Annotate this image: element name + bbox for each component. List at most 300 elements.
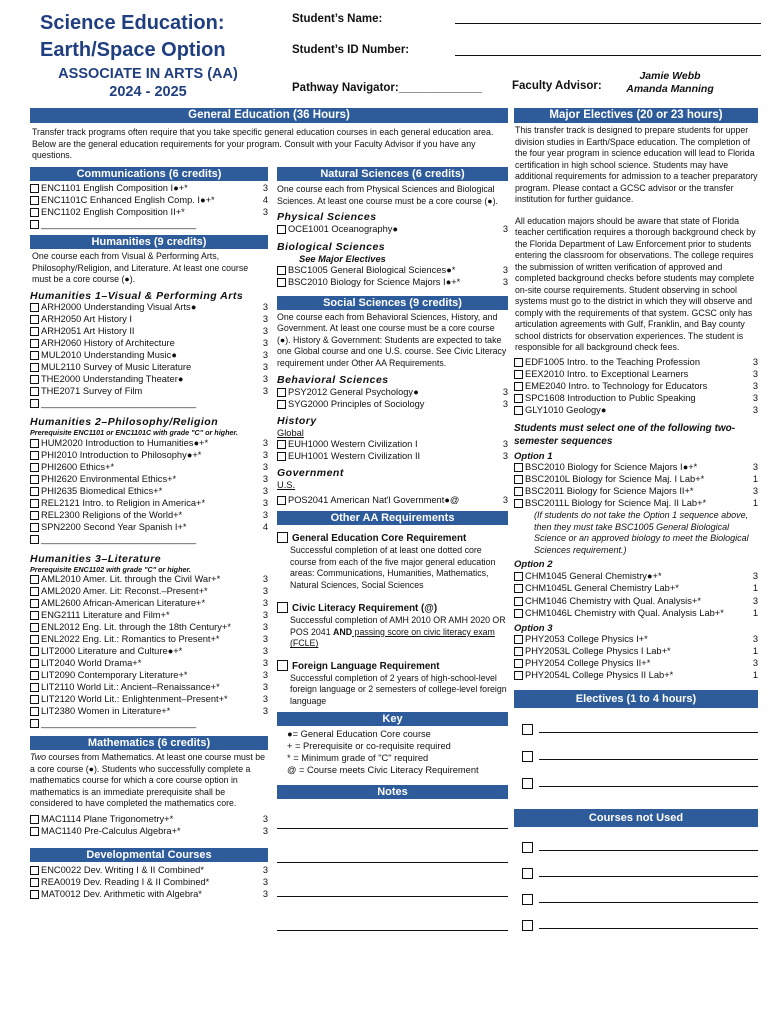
pathway-navigator[interactable]: Pathway Navigator:_____________ xyxy=(292,82,482,94)
course-name: ENL2012 Eng. Lit. through the 18th Century+* xyxy=(41,622,231,633)
course-name: ______________________________ xyxy=(41,533,197,544)
course-name: GLY1010 Geology● xyxy=(525,404,607,415)
course-name: EEX2010 Intro. to Exceptional Learners xyxy=(525,368,689,379)
core-req-checkbox[interactable] xyxy=(277,532,288,543)
course-credits: 3 xyxy=(262,634,268,645)
course-row[interactable] xyxy=(514,498,758,510)
course-row[interactable] xyxy=(30,326,268,338)
course-credits: 3 xyxy=(262,449,268,460)
notes-line[interactable] xyxy=(277,799,508,829)
course-row[interactable] xyxy=(30,362,268,374)
course-name: BSC1005 General Biological Sciences●* xyxy=(288,264,456,275)
advisor-name-2: Amanda Manning xyxy=(626,83,714,95)
course-name: PHY2054L College Physics II Lab+* xyxy=(525,670,674,681)
course-credits: 3 xyxy=(262,207,268,217)
civic-req-checkbox[interactable] xyxy=(277,602,288,613)
course-checkbox[interactable] xyxy=(30,208,39,217)
course-row[interactable] xyxy=(30,670,268,682)
course-checkbox[interactable] xyxy=(30,671,39,680)
hum-lit-list xyxy=(30,574,268,730)
blank-line[interactable] xyxy=(539,876,758,877)
course-row[interactable] xyxy=(514,658,758,670)
course-checkbox[interactable] xyxy=(30,523,39,532)
course-checkbox[interactable] xyxy=(514,358,523,367)
course-checkbox[interactable] xyxy=(30,351,39,360)
course-row[interactable] xyxy=(514,462,758,474)
student-name-label: Student’s Name: xyxy=(292,13,383,25)
course-name: ENC1101 English Composition I●+* xyxy=(41,183,188,193)
course-credits: 3 xyxy=(262,338,268,349)
course-row[interactable] xyxy=(30,682,268,694)
course-row[interactable] xyxy=(30,486,268,498)
major-intro: This transfer track is designed to prepare students for upper division studies in Earth/Space education. The completion of the four year program in science education will lead to Florida certification in high school science. Students may have additional requirements for admission to a teacher preparatory program. Please contact a GCSC advisor or the transfer institution for further guidance. xyxy=(515,125,758,204)
course-checkbox[interactable] xyxy=(30,535,39,544)
government-us-label: U.S. xyxy=(277,480,296,491)
lang-req-title-row xyxy=(277,660,508,673)
course-checkbox[interactable] xyxy=(30,611,39,620)
blank-course-row[interactable] xyxy=(514,827,758,853)
blank-checkbox[interactable] xyxy=(522,842,533,853)
course-credits: 1 xyxy=(752,474,758,485)
course-credits: 3 xyxy=(262,326,268,337)
option-1-note: (If students do not take the Option 1 sequence above, then they must take BSC1005 General Biological Science or an approved biology to meet the Biological Sciences requirement.) xyxy=(534,510,749,555)
notes-header: Notes xyxy=(277,785,508,799)
course-row[interactable] xyxy=(30,586,268,598)
option-2-list xyxy=(514,571,758,621)
course-row[interactable] xyxy=(514,571,758,584)
course-checkbox[interactable] xyxy=(514,382,523,391)
course-row[interactable] xyxy=(30,438,268,450)
course-checkbox[interactable] xyxy=(514,659,523,668)
course-row[interactable] xyxy=(514,596,758,609)
course-credits: 3 xyxy=(262,610,268,621)
course-checkbox[interactable] xyxy=(30,375,39,384)
course-row[interactable] xyxy=(30,718,268,730)
major-background-check: All education majors should be aware that state of Florida teacher certification requires a thorough background check by the Florida Department of Law Enforcement prior to students entering the classroom for observations. The college requires the submission of written verification of approved and completed background checks before students may complete on-site course requirements. Student observing in school systems must go to the district in which they will observe and comply with the requirements of that system. GCSC only has articulation agreements with Gulf, Franklin, and Bay county school districts for observation experiences. The student is responsible for all background check fees. xyxy=(515,215,756,352)
key-header: Key xyxy=(277,712,508,726)
course-row[interactable] xyxy=(30,826,268,838)
course-name: BSC2011 Biology for Science Majors II+* xyxy=(525,486,694,497)
course-credits: 3 xyxy=(262,362,268,373)
course-credits: 3 xyxy=(752,462,758,473)
course-name: HUM2020 Introduction to Humanities●+* xyxy=(41,437,209,448)
not-used-header: Courses not Used xyxy=(514,809,758,827)
course-row[interactable] xyxy=(277,451,508,463)
course-checkbox[interactable] xyxy=(514,487,523,496)
course-checkbox[interactable] xyxy=(514,572,523,581)
course-name: LIT2380 Women in Literature+* xyxy=(41,706,171,717)
blank-line[interactable] xyxy=(539,786,758,787)
course-credits: 3 xyxy=(262,706,268,717)
course-credits: 3 xyxy=(262,374,268,385)
course-name: CHM1045L General Chemistry Lab+* xyxy=(525,583,679,594)
course-credits: 3 xyxy=(262,509,268,520)
lang-req-text: Successful completion of 2 years of high-school-level foreign language or 2 semesters of college-level foreign language xyxy=(290,672,507,706)
blank-checkbox[interactable] xyxy=(522,751,533,762)
course-row[interactable] xyxy=(30,462,268,474)
course-checkbox[interactable] xyxy=(514,635,523,644)
course-checkbox[interactable] xyxy=(277,266,286,275)
course-row[interactable] xyxy=(30,386,268,398)
course-row[interactable] xyxy=(30,877,268,889)
history-heading: History xyxy=(277,415,317,428)
left-column xyxy=(30,167,268,901)
course-name: ______________________________ xyxy=(41,398,197,409)
hum-phil-list xyxy=(30,438,268,546)
course-credits: 3 xyxy=(262,437,268,448)
course-row[interactable] xyxy=(30,450,268,462)
humanities-header: Humanities (9 credits) xyxy=(30,235,268,249)
course-checkbox[interactable] xyxy=(514,647,523,656)
blank-checkbox[interactable] xyxy=(522,920,533,931)
course-row[interactable] xyxy=(30,498,268,510)
course-name: MAC1140 Pre-Calculus Algebra+* xyxy=(41,825,181,836)
electives-list xyxy=(514,708,758,789)
physical-sciences-list xyxy=(277,224,508,236)
course-checkbox[interactable] xyxy=(514,406,523,415)
math-intro-italic: Two xyxy=(30,752,46,763)
course-row[interactable] xyxy=(514,670,758,682)
course-credits: 3 xyxy=(752,404,758,415)
course-row[interactable] xyxy=(30,302,268,314)
course-name: LIT2110 World Lit.: Ancient–Renaissance+* xyxy=(41,682,220,693)
course-row[interactable] xyxy=(514,474,758,486)
blank-checkbox[interactable] xyxy=(522,894,533,905)
course-name: REL2300 Religions of the World+* xyxy=(41,509,183,520)
course-name: ENL2022 Eng. Lit.: Romantics to Present+* xyxy=(41,634,220,645)
course-row[interactable] xyxy=(514,608,758,621)
blank-line[interactable] xyxy=(539,928,758,929)
notes-line[interactable] xyxy=(277,863,508,897)
course-checkbox[interactable] xyxy=(30,463,39,472)
course-checkbox[interactable] xyxy=(30,439,39,448)
course-credits: 3 xyxy=(752,570,758,581)
course-row[interactable] xyxy=(30,814,268,826)
course-checkbox[interactable] xyxy=(30,695,39,704)
course-row[interactable] xyxy=(30,598,268,610)
course-row[interactable] xyxy=(30,183,268,195)
course-credits: 1 xyxy=(752,498,758,509)
course-credits: 3 xyxy=(262,670,268,681)
course-credits: 3 xyxy=(502,264,508,275)
course-row[interactable] xyxy=(30,522,268,534)
program-title-line1: Science Education: xyxy=(40,12,225,34)
course-checkbox[interactable] xyxy=(514,394,523,403)
course-row[interactable] xyxy=(30,634,268,646)
course-row[interactable] xyxy=(514,583,758,596)
course-checkbox[interactable] xyxy=(514,463,523,472)
physical-sciences-heading: Physical Sciences xyxy=(277,211,377,223)
course-row[interactable] xyxy=(514,357,758,369)
course-checkbox[interactable] xyxy=(30,647,39,656)
course-checkbox[interactable] xyxy=(30,487,39,496)
middle-column xyxy=(277,167,508,931)
hum-lit-heading: Humanities 3–Literature xyxy=(30,552,162,565)
course-row[interactable] xyxy=(30,219,268,231)
major-electives-header: Major Electives (20 or 23 hours) xyxy=(514,108,758,123)
course-credits: 3 xyxy=(262,183,268,193)
course-credits: 3 xyxy=(502,495,508,506)
faculty-advisor-label: Faculty Advisor: xyxy=(512,80,602,92)
student-id-field[interactable] xyxy=(455,40,761,56)
course-checkbox[interactable] xyxy=(30,659,39,668)
course-row[interactable] xyxy=(277,224,508,236)
course-row[interactable] xyxy=(30,195,268,207)
other-requirements-header: Other AA Requirements xyxy=(277,511,508,525)
course-checkbox[interactable] xyxy=(30,890,39,899)
course-checkbox[interactable] xyxy=(30,303,39,312)
course-credits: 3 xyxy=(502,451,508,462)
electives-header: Electives (1 to 4 hours) xyxy=(514,690,758,708)
course-name: BSC2011L Biology for Science Maj. II Lab+* xyxy=(525,498,707,509)
course-credits: 3 xyxy=(262,314,268,325)
course-checkbox[interactable] xyxy=(30,475,39,484)
course-name: PHI2010 Introduction to Philosophy●+* xyxy=(41,449,202,460)
course-name: ______________________________ xyxy=(41,718,197,729)
history-list xyxy=(277,439,508,463)
course-row[interactable] xyxy=(277,277,508,289)
notes-line[interactable] xyxy=(277,897,508,931)
course-name: MAT0012 Dev. Arithmetic with Algebra* xyxy=(41,888,202,899)
course-checkbox[interactable] xyxy=(30,599,39,608)
course-name: MAC1114 Plane Trigonometry+* xyxy=(41,813,174,824)
blank-line[interactable] xyxy=(539,732,758,733)
course-credits: 3 xyxy=(752,392,758,403)
course-name: ENC1102 English Composition II+* xyxy=(41,207,185,217)
humanities-intro: One course each from Visual & Performing Arts, Philosophy/Religion, and Literature. At least one course must be a core course (●). xyxy=(32,251,249,284)
course-name: PSY2012 General Psychology● xyxy=(288,387,419,398)
course-credits: 3 xyxy=(752,634,758,645)
course-credits: 3 xyxy=(262,386,268,397)
course-name: EDF1005 Intro. to the Teaching Profession xyxy=(525,356,701,367)
blank-course-row[interactable] xyxy=(514,708,758,735)
core-req-title: General Education Core Requirement xyxy=(292,533,467,545)
advisor-names xyxy=(622,70,718,96)
course-row[interactable] xyxy=(30,207,268,219)
course-row[interactable] xyxy=(30,374,268,386)
course-credits: 3 xyxy=(752,356,758,367)
course-name: POS2041 American Nat'l Government●@ xyxy=(288,495,460,506)
developmental-list xyxy=(30,865,268,901)
course-row[interactable] xyxy=(30,646,268,658)
course-row[interactable] xyxy=(30,622,268,634)
course-credits: 1 xyxy=(752,670,758,681)
course-row[interactable] xyxy=(30,658,268,670)
notes-area[interactable] xyxy=(277,799,508,931)
course-checkbox[interactable] xyxy=(30,387,39,396)
blank-course-row[interactable] xyxy=(514,853,758,879)
course-row[interactable] xyxy=(30,474,268,486)
civic-req-text-1: Successful completion of AMH 2010 OR AMH 2020 OR POS 2041 xyxy=(290,615,506,637)
blank-checkbox[interactable] xyxy=(522,778,533,789)
course-credits: 3 xyxy=(262,622,268,633)
course-checkbox[interactable] xyxy=(30,451,39,460)
natural-sciences-header: Natural Sciences (6 credits) xyxy=(277,167,508,181)
course-name: PHI2635 Biomedical Ethics+* xyxy=(41,485,163,496)
course-row[interactable] xyxy=(30,610,268,622)
course-row[interactable] xyxy=(514,369,758,381)
course-name: LIT2000 Literature and Culture●+* xyxy=(41,646,183,657)
course-checkbox[interactable] xyxy=(30,866,39,875)
course-checkbox[interactable] xyxy=(514,597,523,606)
degree-title: ASSOCIATE IN ARTS (AA) xyxy=(58,66,238,82)
course-name: ARH2060 History of Architecture xyxy=(41,338,175,349)
course-name: ARH2051 Art History II xyxy=(41,326,135,337)
course-checkbox[interactable] xyxy=(30,363,39,372)
blank-checkbox[interactable] xyxy=(522,724,533,735)
course-row[interactable] xyxy=(30,338,268,350)
course-checkbox[interactable] xyxy=(30,315,39,324)
course-row[interactable] xyxy=(277,387,508,399)
course-credits: 3 xyxy=(752,380,758,391)
course-checkbox[interactable] xyxy=(30,339,39,348)
course-name: SPC1608 Introduction to Public Speaking xyxy=(525,392,696,403)
course-checkbox[interactable] xyxy=(277,278,286,287)
course-checkbox[interactable] xyxy=(30,327,39,336)
course-row[interactable] xyxy=(514,381,758,393)
course-name: EUH1000 Western Civilization I xyxy=(288,439,418,450)
civic-req-text-2: passing score on civic literacy exam (FCLE) xyxy=(290,626,495,649)
blank-line[interactable] xyxy=(539,759,758,760)
math-intro-text: courses from Mathematics. At least one course must be a core course (●). Students who successfully complete a mathematics course for which a core course option in mathematics is an immediate prerequisite shall be considered to have completed the mathematics core. xyxy=(30,752,266,809)
course-row[interactable] xyxy=(30,694,268,706)
course-checkbox[interactable] xyxy=(30,196,39,205)
course-checkbox[interactable] xyxy=(30,184,39,193)
government-heading: Government xyxy=(277,467,344,480)
course-credits: 3 xyxy=(262,598,268,609)
course-row[interactable] xyxy=(30,314,268,326)
course-name: LIT2040 World Drama+* xyxy=(41,658,142,669)
course-row[interactable] xyxy=(277,399,508,411)
course-credits: 3 xyxy=(262,658,268,669)
key-item: * = Minimum grade of "C" required xyxy=(287,753,429,764)
blank-course-row[interactable] xyxy=(514,905,758,931)
course-row[interactable] xyxy=(277,439,508,451)
student-name-field[interactable] xyxy=(455,8,761,24)
gen-ed-intro: Transfer track programs often require that you take specific general education courses in each general education area. Below are the general education requirements for your program. Consult with your Faculty Advisor if you have any questions. xyxy=(32,127,494,160)
course-name: AML2600 African-American Literature+* xyxy=(41,598,206,609)
course-row[interactable] xyxy=(277,265,508,277)
course-checkbox[interactable] xyxy=(514,671,523,680)
course-checkbox[interactable] xyxy=(30,399,39,408)
course-row[interactable] xyxy=(514,634,758,646)
course-name: ARH2050 Art History I xyxy=(41,314,132,325)
math-header: Mathematics (6 credits) xyxy=(30,736,268,750)
lang-req-checkbox[interactable] xyxy=(277,660,288,671)
course-credits: 3 xyxy=(262,888,268,899)
course-checkbox[interactable] xyxy=(30,575,39,584)
core-req-text: Successful completion of at least one dotted core course from each of the five major general education areas: Communications, Humanities, Mathematics, Natural Sciences, Social Sciences xyxy=(290,545,496,590)
course-credits: 3 xyxy=(262,694,268,705)
course-checkbox[interactable] xyxy=(30,220,39,229)
course-name: ENC0022 Dev. Writing I & II Combined* xyxy=(41,864,204,875)
hum-phil-prereq: Prerequisite ENC1101 or ENC1101C with grade "C" or higher. xyxy=(30,428,238,438)
course-credits: 3 xyxy=(752,368,758,379)
course-checkbox[interactable] xyxy=(277,452,286,461)
course-checkbox[interactable] xyxy=(30,827,39,836)
course-checkbox[interactable] xyxy=(277,496,286,505)
course-row[interactable] xyxy=(30,889,268,901)
course-row[interactable] xyxy=(30,534,268,546)
course-name: PHI2620 Environmental Ethics+* xyxy=(41,473,177,484)
course-checkbox[interactable] xyxy=(277,440,286,449)
course-checkbox[interactable] xyxy=(30,499,39,508)
option-2-label: Option 2 xyxy=(514,559,553,571)
course-checkbox[interactable] xyxy=(514,475,523,484)
blank-line[interactable] xyxy=(539,850,758,851)
course-name: EUH1001 Western Civilization II xyxy=(288,451,421,462)
course-checkbox[interactable] xyxy=(30,683,39,692)
course-checkbox[interactable] xyxy=(277,388,286,397)
course-row[interactable] xyxy=(30,865,268,877)
course-credits: 4 xyxy=(262,195,268,205)
course-checkbox[interactable] xyxy=(30,587,39,596)
course-checkbox[interactable] xyxy=(30,719,39,728)
course-checkbox[interactable] xyxy=(514,609,523,618)
course-row[interactable] xyxy=(30,510,268,522)
course-checkbox[interactable] xyxy=(30,815,39,824)
course-checkbox[interactable] xyxy=(30,511,39,520)
course-row[interactable] xyxy=(514,486,758,498)
key-item: + = Prerequisite or co-requisite required xyxy=(287,741,451,752)
course-credits: 1 xyxy=(752,608,758,619)
major-course-list xyxy=(514,357,758,417)
course-checkbox[interactable] xyxy=(277,225,286,234)
civic-req-title-row xyxy=(277,602,508,615)
blank-course-row[interactable] xyxy=(514,735,758,762)
key-list xyxy=(277,728,508,776)
course-credits: 3 xyxy=(262,813,268,824)
course-row[interactable] xyxy=(30,574,268,586)
course-checkbox[interactable] xyxy=(30,707,39,716)
course-credits: 3 xyxy=(262,497,268,508)
blank-checkbox[interactable] xyxy=(522,868,533,879)
civic-req-title: Civic Literacy Requirement (@) xyxy=(292,603,438,615)
course-checkbox[interactable] xyxy=(30,623,39,632)
course-name: SPN2200 Second Year Spanish I+* xyxy=(41,521,187,532)
course-name: CHM1046 Chemistry with Qual. Analysis+* xyxy=(525,595,701,606)
blank-course-row[interactable] xyxy=(514,762,758,789)
course-credits: 3 xyxy=(262,864,268,875)
course-row[interactable] xyxy=(277,495,508,507)
advisor-name-1: Jamie Webb xyxy=(639,70,701,82)
course-credits: 3 xyxy=(262,461,268,472)
blank-course-row[interactable] xyxy=(514,879,758,905)
course-name: LIT2120 World Lit.: Enlightenment–Present+* xyxy=(41,694,228,705)
course-checkbox[interactable] xyxy=(514,499,523,508)
hum-lit-prereq: Prerequisite ENC1102 with grade "C" or higher. xyxy=(30,564,191,574)
course-checkbox[interactable] xyxy=(277,400,286,409)
course-row[interactable] xyxy=(514,646,758,658)
course-row[interactable] xyxy=(514,405,758,417)
course-checkbox[interactable] xyxy=(30,635,39,644)
course-credits: 1 xyxy=(752,646,758,657)
course-name: ARH2000 Understanding Visual Arts● xyxy=(41,302,197,313)
social-sciences-intro: One course each from Behavioral Sciences, History, and Government. At least one course must be a core course (●). History & Government: Students are expected to take one Global course and one U.S. course. See Civic Literacy requirement under Other AA Requirements. xyxy=(277,311,507,368)
course-checkbox[interactable] xyxy=(514,584,523,593)
option-1-list xyxy=(514,462,758,510)
course-row[interactable] xyxy=(514,393,758,405)
course-checkbox[interactable] xyxy=(30,878,39,887)
course-credits: 3 xyxy=(262,350,268,361)
blank-line[interactable] xyxy=(539,902,758,903)
course-checkbox[interactable] xyxy=(514,370,523,379)
course-name: MUL2110 Survey of Music Literature xyxy=(41,362,192,373)
course-row[interactable] xyxy=(30,350,268,362)
course-row[interactable] xyxy=(30,706,268,718)
course-row[interactable] xyxy=(30,398,268,410)
notes-line[interactable] xyxy=(277,829,508,863)
